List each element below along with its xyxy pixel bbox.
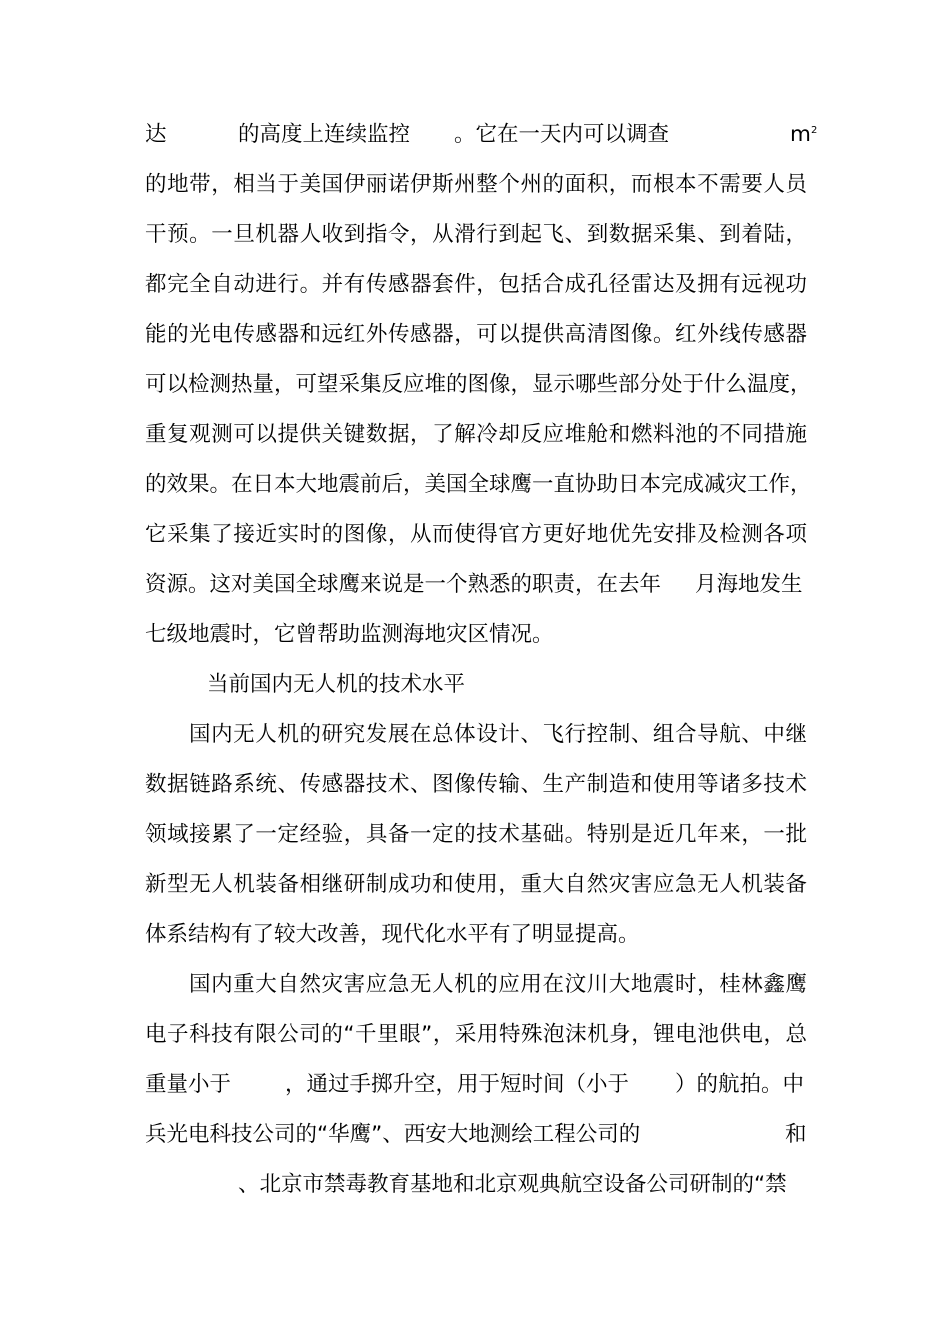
line-20-seg-c: ）的航拍。中 [675,1072,805,1097]
text-line-15: 领域接累了一定经验，具备一定的技术基础。特别是近几年来，一批 [145,822,807,847]
line-10-seg-b: 月海地发生 [695,572,803,597]
line-20-seg-a: 重量小于 [145,1072,232,1097]
line-21-seg-b: 和 [785,1122,807,1147]
text-line-6: 可以检测热量，可望采集反应堆的图像，显示哪些部分处于什么温度， [145,372,812,397]
text-line-16: 新型无人机装备相继研制成功和使用，重大自然灾害应急无人机装备 [145,872,807,897]
line-21-seg-a: 兵光电科技公司的“华鹰”、西安大地测绘工程公司的 [145,1122,641,1147]
text-line-20 [145,1068,807,1102]
line-1-seg-c: 。它在一天内可以调查 [454,122,670,147]
line-1-seg-a: 达 [145,122,167,147]
text-line-9: 它采集了接近实时的图像，从而使得官方更好地优先安排及检测各项 [145,522,807,547]
text-line-5: 能的光电传感器和远红外传感器，可以提供高清图像。红外线传感器 [145,322,807,347]
text-line-21 [145,1118,807,1152]
text-line-13: 国内无人机的研究发展在总体设计、飞行控制、组合导航、中继 [189,722,807,747]
text-line-14: 数据链路系统、传感器技术、图像传输、生产制造和使用等诸多技术 [145,772,807,797]
text-line-3: 干预。一旦机器人收到指令，从滑行到起飞、到数据采集、到着陆， [145,222,807,247]
unit-superscript: 2 [810,124,818,136]
text-line-4: 都完全自动进行。并有传感器套件，包括合成孔径雷达及拥有远视功 [145,272,807,297]
line-10-seg-a: 资源。这对美国全球鹰来说是一个熟悉的职责，在去年 [145,572,662,597]
text-line-2: 的地带，相当于美国伊丽诺伊斯州整个州的面积，而根本不需要人员 [145,172,807,197]
unit-m: m [790,122,811,147]
text-line-18: 国内重大自然灾害应急无人机的应用在汶川大地震时，桂林鑫鹰 [189,972,807,997]
text-line-22: 、北京市禁毒教育基地和北京观典航空设备公司研制的“禁 [238,1172,787,1197]
text-line-11: 七级地震时，它曾帮助监测海地灾区情况。 [145,622,554,647]
line-1-unit [790,118,817,152]
line-20-seg-b: ，通过手掷升空，用于短时间（小于 [285,1072,630,1097]
text-line-19: 电子科技有限公司的“千里眼”，采用特殊泡沫机身，锂电池供电，总 [145,1022,807,1047]
section-heading: 当前国内无人机的技术水平 [207,672,466,697]
text-line-17: 体系结构有了较大改善，现代化水平有了明显提高。 [145,922,640,947]
text-line-1 [145,118,818,152]
text-line-10 [145,568,807,602]
line-1-seg-b: 的高度上连续监控 [238,122,411,147]
text-line-7: 重复观测可以提供关键数据，了解冷却反应堆舱和燃料池的不同措施 [145,422,807,447]
text-line-8: 的效果。在日本大地震前后，美国全球鹰一直协助日本完成减灾工作， [145,472,812,497]
